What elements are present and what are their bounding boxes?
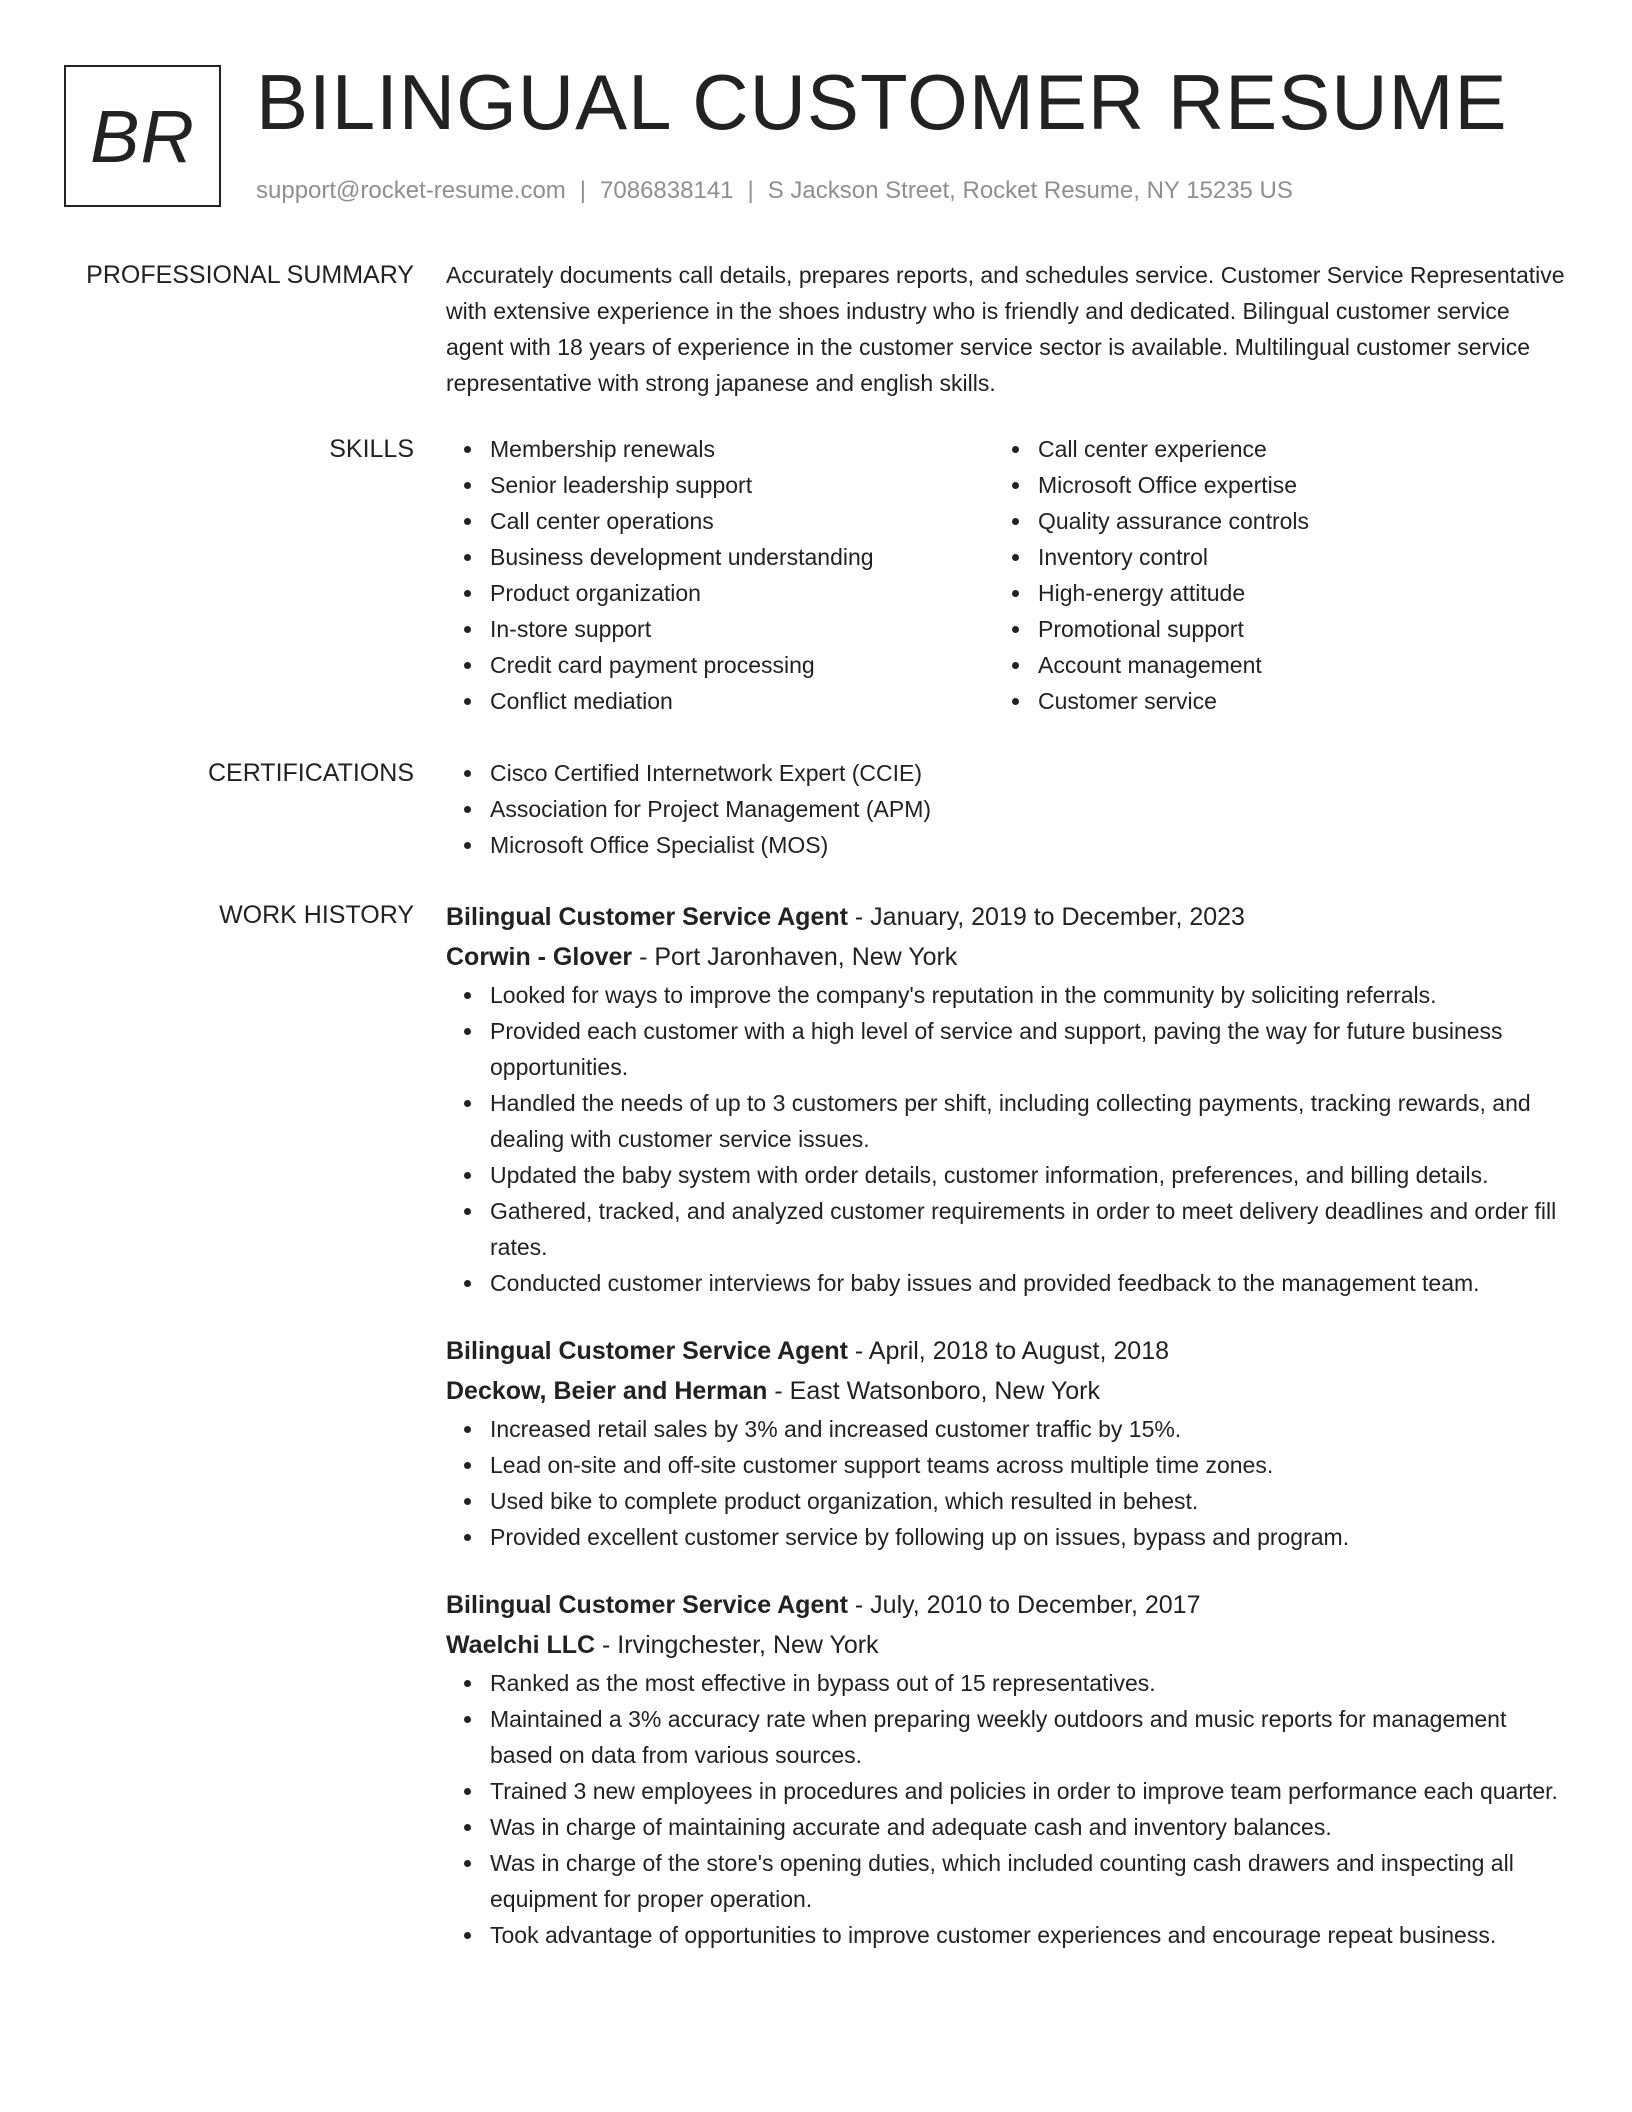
job-company-line xyxy=(446,937,1566,977)
skills-list-right xyxy=(994,431,1542,719)
job-bullet: Lead on-site and off-site customer support teams across multiple time zones. xyxy=(446,1447,1566,1483)
job-title-line xyxy=(446,1331,1566,1371)
monogram-box xyxy=(64,65,221,207)
job-company: Waelchi LLC xyxy=(446,1631,596,1659)
job-dates: - April, 2018 to August, 2018 xyxy=(847,1337,1170,1365)
skills-body xyxy=(446,431,1566,719)
job-location: - Irvingchester, New York xyxy=(595,1631,879,1659)
job-bullet: Conducted customer interviews for baby issues and provided feedback to the management team. xyxy=(446,1265,1566,1301)
skill-item: Call center experience xyxy=(994,431,1542,467)
resume-title: BILINGUAL CUSTOMER RESUME xyxy=(256,58,1508,146)
contact-email: support@rocket-resume.com xyxy=(256,177,566,204)
certification-item: Cisco Certified Internetwork Expert (CCIE) xyxy=(446,755,1566,791)
certification-item: Association for Project Management (APM) xyxy=(446,791,1566,827)
skill-item: Senior leadership support xyxy=(446,467,994,503)
skill-item: Customer service xyxy=(994,683,1542,719)
job-title: Bilingual Customer Service Agent xyxy=(446,903,848,931)
skill-item: Membership renewals xyxy=(446,431,994,467)
job-company-line xyxy=(446,1371,1566,1411)
job-bullet: Maintained a 3% accuracy rate when preparing weekly outdoors and music reports for management based on data from various sources. xyxy=(446,1701,1566,1773)
monogram-initials: BR xyxy=(90,94,195,178)
skills-list-left xyxy=(446,431,994,719)
job-bullet: Was in charge of maintaining accurate and adequate cash and inventory balances. xyxy=(446,1809,1566,1845)
job-company: Corwin - Glover xyxy=(446,943,633,971)
job-location: - Port Jaronhaven, New York xyxy=(632,943,958,971)
summary-body xyxy=(446,257,1566,401)
skill-item: Credit card payment processing xyxy=(446,647,994,683)
job-bullets xyxy=(446,1665,1566,1953)
job-bullets xyxy=(446,977,1566,1301)
skill-item: Account management xyxy=(994,647,1542,683)
certifications-label: CERTIFICATIONS xyxy=(207,759,414,787)
job-bullets xyxy=(446,1411,1566,1555)
job-title: Bilingual Customer Service Agent xyxy=(446,1591,848,1619)
skill-item: Quality assurance controls xyxy=(994,503,1542,539)
job-entry xyxy=(446,1585,1566,1953)
job-dates: - July, 2010 to December, 2017 xyxy=(847,1591,1201,1619)
skill-item: Product organization xyxy=(446,575,994,611)
job-bullet: Provided excellent customer service by following up on issues, bypass and program. xyxy=(446,1519,1566,1555)
job-bullet: Increased retail sales by 3% and increased customer traffic by 15%. xyxy=(446,1411,1566,1447)
contact-separator: | xyxy=(579,177,587,204)
certification-item: Microsoft Office Specialist (MOS) xyxy=(446,827,1566,863)
job-bullet: Updated the baby system with order details, customer information, preferences, and billing details. xyxy=(446,1157,1566,1193)
skill-item: High-energy attitude xyxy=(994,575,1542,611)
certifications-body xyxy=(446,755,1566,863)
skill-item: In-store support xyxy=(446,611,994,647)
job-dates: - January, 2019 to December, 2023 xyxy=(847,903,1245,931)
contact-line xyxy=(256,175,1293,207)
job-company-line xyxy=(446,1625,1566,1665)
skill-item: Promotional support xyxy=(994,611,1542,647)
job-location: - East Watsonboro, New York xyxy=(767,1377,1100,1405)
job-bullet: Was in charge of the store's opening duties, which included counting cash drawers and inspecting all equipment for proper operation. xyxy=(446,1845,1566,1917)
work-history-label: WORK HISTORY xyxy=(219,901,414,929)
job-bullet: Provided each customer with a high level of service and support, paving the way for future business opportunities. xyxy=(446,1013,1566,1085)
job-entry xyxy=(446,897,1566,1301)
job-bullet: Trained 3 new employees in procedures and policies in order to improve team performance each quarter. xyxy=(446,1773,1566,1809)
job-bullet: Took advantage of opportunities to improve customer experiences and encourage repeat business. xyxy=(446,1917,1566,1953)
job-bullet: Looked for ways to improve the company's reputation in the community by soliciting referrals. xyxy=(446,977,1566,1013)
contact-separator: | xyxy=(747,177,754,204)
certifications-list xyxy=(446,755,1566,863)
job-company: Deckow, Beier and Herman xyxy=(446,1377,768,1405)
skill-item: Business development understanding xyxy=(446,539,994,575)
skill-item: Inventory control xyxy=(994,539,1542,575)
skill-item: Call center operations xyxy=(446,503,994,539)
skill-item: Microsoft Office expertise xyxy=(994,467,1542,503)
skills-label: SKILLS xyxy=(329,435,414,463)
job-title: Bilingual Customer Service Agent xyxy=(446,1337,848,1365)
summary-text: Accurately documents call details, prepares reports, and schedules service. Customer Service Representative with extensive experience in the shoes industry who is friendly and dedicated. Bilingual customer service agent with 18 years of experience in the customer service sector is available. Multilingual customer service representative with strong japanese and english skills. xyxy=(446,262,1565,396)
contact-phone: 7086838141 xyxy=(600,177,734,204)
job-entry xyxy=(446,1331,1566,1555)
job-title-line xyxy=(446,1585,1566,1625)
job-title-line xyxy=(446,897,1566,937)
contact-address: S Jackson Street, Rocket Resume, NY 15235 US xyxy=(767,177,1293,204)
skill-item: Conflict mediation xyxy=(446,683,994,719)
work-history-body xyxy=(446,897,1566,1953)
job-bullet: Ranked as the most effective in bypass out of 15 representatives. xyxy=(446,1665,1566,1701)
job-bullet: Used bike to complete product organization, which resulted in behest. xyxy=(446,1483,1566,1519)
job-bullet: Handled the needs of up to 3 customers per shift, including collecting payments, tracking rewards, and dealing with customer service issues. xyxy=(446,1085,1566,1157)
job-bullet: Gathered, tracked, and analyzed customer requirements in order to meet delivery deadlines and order fill rates. xyxy=(446,1193,1566,1265)
summary-label: PROFESSIONAL SUMMARY xyxy=(86,261,414,289)
